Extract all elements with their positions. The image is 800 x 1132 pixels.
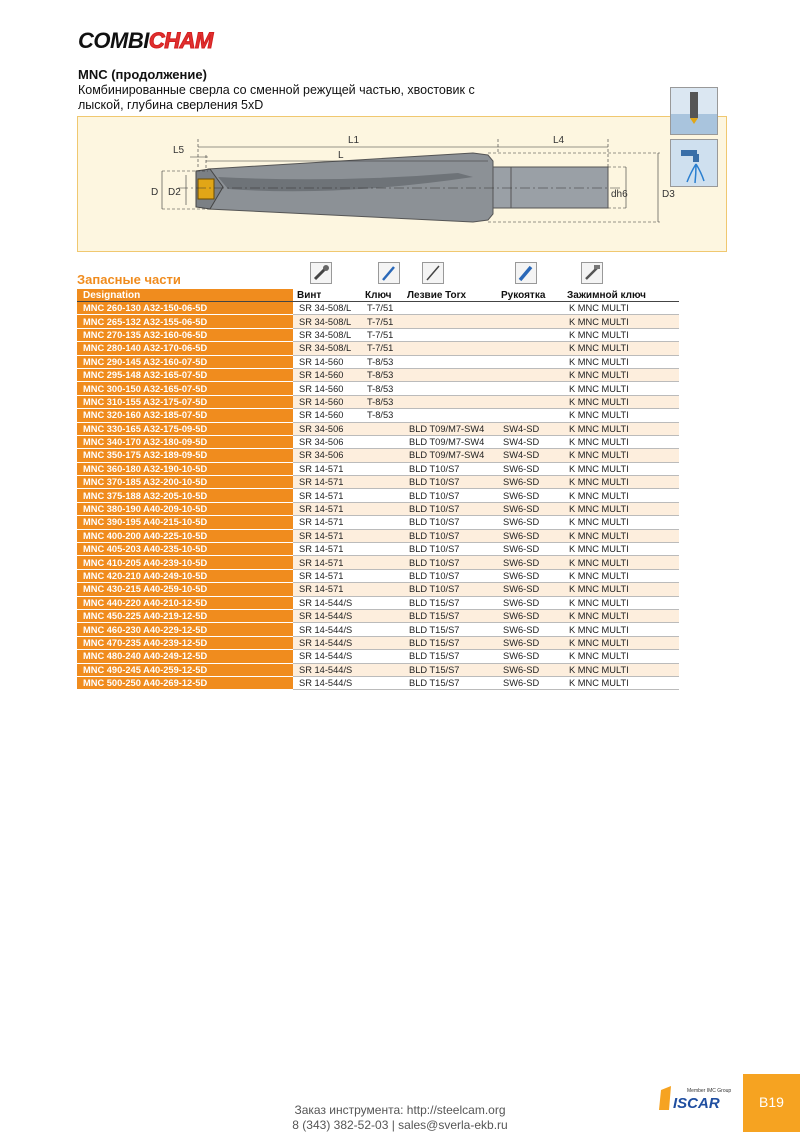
cell-screw: SR 14-560: [293, 409, 361, 422]
cell-torx-blade: BLD T10/S7: [403, 529, 497, 542]
cell-key: [361, 435, 403, 448]
table-row: [77, 355, 679, 368]
coolant-icon: [670, 139, 718, 187]
cell-torx-blade: BLD T15/S7: [403, 636, 497, 649]
cell-clamp-key: K MNC MULTI: [563, 476, 679, 489]
cell-designation: MNC 295-148 A32-165-07-5D: [77, 368, 293, 381]
cell-clamp-key: K MNC MULTI: [563, 368, 679, 381]
cell-key: T-7/51: [361, 342, 403, 355]
cell-key: [361, 623, 403, 636]
cell-torx-blade: [403, 355, 497, 368]
label-l1: L1: [348, 135, 360, 146]
cell-designation: MNC 430-215 A40-259-10-5D: [77, 583, 293, 596]
screw-icon: [310, 262, 332, 284]
cell-clamp-key: K MNC MULTI: [563, 556, 679, 569]
table-row: [77, 676, 679, 689]
table-row: [77, 569, 679, 582]
cell-handle: SW6-SD: [497, 609, 563, 622]
table-row: [77, 476, 679, 489]
cell-clamp-key: K MNC MULTI: [563, 395, 679, 408]
table-row: [77, 462, 679, 475]
cell-handle: SW6-SD: [497, 462, 563, 475]
table-row: [77, 609, 679, 622]
cell-designation: MNC 480-240 A40-249-12-5D: [77, 650, 293, 663]
cell-screw: SR 14-571: [293, 502, 361, 515]
spare-parts-title: Запасные части: [77, 272, 181, 287]
footer-contact-line: 8 (343) 382-52-03 | sales@sverla-ekb.ru: [292, 1118, 508, 1132]
cell-handle: [497, 302, 563, 315]
cell-torx-blade: BLD T10/S7: [403, 516, 497, 529]
cell-key: [361, 529, 403, 542]
cell-clamp-key: K MNC MULTI: [563, 355, 679, 368]
cell-clamp-key: K MNC MULTI: [563, 650, 679, 663]
cell-designation: MNC 380-190 A40-209-10-5D: [77, 502, 293, 515]
iscar-tagline: Member IMC Group: [687, 1088, 732, 1094]
cell-designation: MNC 410-205 A40-239-10-5D: [77, 556, 293, 569]
cell-designation: MNC 340-170 A32-180-09-5D: [77, 435, 293, 448]
cell-torx-blade: BLD T15/S7: [403, 609, 497, 622]
cell-screw: SR 14-560: [293, 395, 361, 408]
table-row: [77, 302, 679, 315]
cell-designation: MNC 265-132 A32-155-06-5D: [77, 315, 293, 328]
cell-torx-blade: BLD T15/S7: [403, 663, 497, 676]
cell-handle: SW6-SD: [497, 583, 563, 596]
col-designation: Designation: [77, 289, 293, 302]
iscar-logo-text: ISCAR: [673, 1095, 720, 1112]
cell-screw: SR 14-544/S: [293, 609, 361, 622]
cell-handle: [497, 382, 563, 395]
cell-handle: [497, 355, 563, 368]
cell-clamp-key: K MNC MULTI: [563, 623, 679, 636]
cell-designation: MNC 405-203 A40-235-10-5D: [77, 543, 293, 556]
cell-key: [361, 516, 403, 529]
table-row: [77, 556, 679, 569]
cell-key: [361, 583, 403, 596]
cell-torx-blade: [403, 302, 497, 315]
cell-torx-blade: BLD T09/M7-SW4: [403, 422, 497, 435]
cell-handle: [497, 315, 563, 328]
cell-torx-blade: [403, 342, 497, 355]
cell-clamp-key: K MNC MULTI: [563, 583, 679, 596]
cell-screw: SR 34-508/L: [293, 315, 361, 328]
cell-screw: SR 14-571: [293, 489, 361, 502]
table-row: [77, 663, 679, 676]
logo-part-combi: COMBI: [78, 28, 149, 53]
cell-handle: [497, 395, 563, 408]
cell-torx-blade: [403, 409, 497, 422]
cell-designation: MNC 450-225 A40-219-12-5D: [77, 609, 293, 622]
cell-clamp-key: K MNC MULTI: [563, 382, 679, 395]
cell-torx-blade: [403, 382, 497, 395]
cell-handle: [497, 368, 563, 381]
table-row: [77, 342, 679, 355]
table-row: [77, 395, 679, 408]
col-clamp-key: Зажимной ключ: [563, 289, 679, 302]
table-row: [77, 368, 679, 381]
cell-designation: MNC 280-140 A32-170-06-5D: [77, 342, 293, 355]
cell-torx-blade: BLD T10/S7: [403, 543, 497, 556]
table-row: [77, 489, 679, 502]
cell-screw: SR 14-544/S: [293, 623, 361, 636]
cell-clamp-key: K MNC MULTI: [563, 342, 679, 355]
cell-key: T-8/53: [361, 395, 403, 408]
cell-torx-blade: BLD T10/S7: [403, 462, 497, 475]
cell-key: [361, 543, 403, 556]
cell-torx-blade: [403, 395, 497, 408]
cell-screw: SR 14-571: [293, 529, 361, 542]
cell-handle: SW6-SD: [497, 636, 563, 649]
label-l: L: [338, 150, 344, 161]
cell-key: [361, 609, 403, 622]
cell-screw: SR 14-560: [293, 355, 361, 368]
cell-key: [361, 502, 403, 515]
table-row: [77, 543, 679, 556]
table-row: [77, 435, 679, 448]
cell-clamp-key: K MNC MULTI: [563, 315, 679, 328]
cell-clamp-key: K MNC MULTI: [563, 435, 679, 448]
cell-torx-blade: [403, 315, 497, 328]
cell-torx-blade: BLD T15/S7: [403, 676, 497, 689]
cell-torx-blade: [403, 368, 497, 381]
cell-handle: [497, 409, 563, 422]
cell-clamp-key: K MNC MULTI: [563, 609, 679, 622]
cell-clamp-key: K MNC MULTI: [563, 302, 679, 315]
table-row: [77, 422, 679, 435]
logo-part-cham: CHAM: [148, 28, 213, 53]
cell-handle: SW6-SD: [497, 529, 563, 542]
cell-screw: SR 14-544/S: [293, 636, 361, 649]
table-row: [77, 516, 679, 529]
cell-handle: SW6-SD: [497, 489, 563, 502]
label-d2: D2: [168, 187, 181, 198]
cell-clamp-key: K MNC MULTI: [563, 676, 679, 689]
cell-clamp-key: K MNC MULTI: [563, 596, 679, 609]
label-dh6: dh6: [611, 189, 628, 200]
cell-handle: SW6-SD: [497, 596, 563, 609]
cell-clamp-key: K MNC MULTI: [563, 569, 679, 582]
page-number: B19: [759, 1094, 784, 1110]
cell-designation: MNC 490-245 A40-259-12-5D: [77, 663, 293, 676]
cell-designation: MNC 300-150 A32-165-07-5D: [77, 382, 293, 395]
cell-designation: MNC 260-130 A32-150-06-5D: [77, 302, 293, 315]
cell-designation: MNC 330-165 A32-175-09-5D: [77, 422, 293, 435]
page-title: MNC (продолжение): [78, 67, 207, 82]
table-row: [77, 382, 679, 395]
cell-key: [361, 569, 403, 582]
drill-drawing: [77, 116, 727, 252]
cell-torx-blade: BLD T10/S7: [403, 569, 497, 582]
cell-handle: SW6-SD: [497, 663, 563, 676]
cell-clamp-key: K MNC MULTI: [563, 489, 679, 502]
cell-key: [361, 462, 403, 475]
cell-designation: MNC 290-145 A32-160-07-5D: [77, 355, 293, 368]
cell-clamp-key: K MNC MULTI: [563, 663, 679, 676]
cell-screw: SR 34-506: [293, 449, 361, 462]
cell-screw: SR 34-506: [293, 422, 361, 435]
cell-handle: SW6-SD: [497, 502, 563, 515]
cell-handle: SW6-SD: [497, 516, 563, 529]
cell-key: T-8/53: [361, 355, 403, 368]
table-row: [77, 449, 679, 462]
cell-screw: SR 14-571: [293, 583, 361, 596]
cell-clamp-key: K MNC MULTI: [563, 462, 679, 475]
table-row: [77, 636, 679, 649]
col-handle: Рукоятка: [497, 289, 563, 302]
table-row: [77, 583, 679, 596]
cell-designation: MNC 375-188 A32-205-10-5D: [77, 489, 293, 502]
table-row: [77, 650, 679, 663]
cell-handle: SW4-SD: [497, 435, 563, 448]
col-screw: Винт: [293, 289, 361, 302]
cell-screw: SR 34-508/L: [293, 342, 361, 355]
cell-handle: SW6-SD: [497, 650, 563, 663]
cell-key: T-7/51: [361, 328, 403, 341]
drilling-operation-icon: [670, 87, 718, 135]
cell-handle: [497, 342, 563, 355]
drill-drawing-svg: [78, 117, 726, 251]
cell-screw: SR 14-571: [293, 476, 361, 489]
combicham-logo: [78, 28, 213, 54]
cell-torx-blade: BLD T10/S7: [403, 556, 497, 569]
cell-designation: MNC 390-195 A40-215-10-5D: [77, 516, 293, 529]
cell-key: [361, 636, 403, 649]
cell-handle: SW4-SD: [497, 449, 563, 462]
cell-handle: SW6-SD: [497, 676, 563, 689]
cell-screw: SR 34-508/L: [293, 328, 361, 341]
cell-key: T-8/53: [361, 368, 403, 381]
table-row: [77, 529, 679, 542]
cell-clamp-key: K MNC MULTI: [563, 328, 679, 341]
cell-key: [361, 449, 403, 462]
cell-key: [361, 556, 403, 569]
drill-insert: [198, 179, 214, 199]
cell-torx-blade: BLD T15/S7: [403, 650, 497, 663]
cell-screw: SR 14-571: [293, 556, 361, 569]
cell-screw: SR 14-560: [293, 382, 361, 395]
label-l4: L4: [553, 135, 565, 146]
cell-torx-blade: BLD T15/S7: [403, 596, 497, 609]
cell-designation: MNC 420-210 A40-249-10-5D: [77, 569, 293, 582]
cell-designation: MNC 460-230 A40-229-12-5D: [77, 623, 293, 636]
table-row: [77, 623, 679, 636]
table-row: [77, 502, 679, 515]
cell-torx-blade: BLD T10/S7: [403, 476, 497, 489]
cell-screw: SR 14-544/S: [293, 650, 361, 663]
col-torx-blade: Лезвие Torx: [403, 289, 497, 302]
torx-blade-icon: [422, 262, 444, 284]
cell-key: T-8/53: [361, 409, 403, 422]
cell-torx-blade: BLD T09/M7-SW4: [403, 449, 497, 462]
cell-screw: SR 34-508/L: [293, 302, 361, 315]
cell-screw: SR 34-506: [293, 435, 361, 448]
cell-torx-blade: BLD T10/S7: [403, 489, 497, 502]
cell-designation: MNC 440-220 A40-210-12-5D: [77, 596, 293, 609]
cell-key: [361, 650, 403, 663]
cell-torx-blade: BLD T15/S7: [403, 623, 497, 636]
page-number-badge: [743, 1074, 800, 1132]
cell-key: [361, 476, 403, 489]
cell-handle: [497, 328, 563, 341]
cell-designation: MNC 350-175 A32-189-09-5D: [77, 449, 293, 462]
cell-designation: MNC 310-155 A32-175-07-5D: [77, 395, 293, 408]
cell-key: T-7/51: [361, 302, 403, 315]
cell-designation: MNC 400-200 A40-225-10-5D: [77, 529, 293, 542]
cell-key: T-7/51: [361, 315, 403, 328]
cell-torx-blade: BLD T10/S7: [403, 583, 497, 596]
clamp-key-icon: [581, 262, 603, 284]
col-key: Ключ: [361, 289, 403, 302]
table-row: [77, 409, 679, 422]
table-row: [77, 328, 679, 341]
cell-key: [361, 422, 403, 435]
cell-handle: SW6-SD: [497, 556, 563, 569]
cell-designation: MNC 470-235 A40-239-12-5D: [77, 636, 293, 649]
cell-handle: SW6-SD: [497, 569, 563, 582]
cell-key: [361, 489, 403, 502]
cell-screw: SR 14-544/S: [293, 676, 361, 689]
cell-screw: SR 14-571: [293, 543, 361, 556]
cell-clamp-key: K MNC MULTI: [563, 636, 679, 649]
iscar-logo: [657, 1084, 737, 1114]
cell-torx-blade: [403, 328, 497, 341]
cell-key: [361, 663, 403, 676]
cell-screw: SR 14-544/S: [293, 663, 361, 676]
cell-clamp-key: K MNC MULTI: [563, 543, 679, 556]
cell-screw: SR 14-560: [293, 368, 361, 381]
cell-clamp-key: K MNC MULTI: [563, 422, 679, 435]
handle-icon: [515, 262, 537, 284]
spare-parts-body: [77, 302, 679, 690]
cell-clamp-key: K MNC MULTI: [563, 449, 679, 462]
label-d3: D3: [662, 189, 675, 200]
cell-clamp-key: K MNC MULTI: [563, 516, 679, 529]
spare-parts-table: [77, 289, 679, 690]
key-icon: [378, 262, 400, 284]
cell-key: [361, 596, 403, 609]
cell-designation: MNC 360-180 A32-190-10-5D: [77, 462, 293, 475]
table-row: [77, 596, 679, 609]
cell-clamp-key: K MNC MULTI: [563, 502, 679, 515]
cell-handle: SW6-SD: [497, 543, 563, 556]
cell-torx-blade: BLD T10/S7: [403, 502, 497, 515]
table-header-row: [77, 289, 679, 302]
cell-designation: MNC 320-160 A32-185-07-5D: [77, 409, 293, 422]
label-l5: L5: [173, 145, 185, 156]
footer-order-line: Заказ инструмента: http://steelcam.org: [294, 1103, 506, 1117]
cell-handle: SW6-SD: [497, 476, 563, 489]
cell-key: T-8/53: [361, 382, 403, 395]
cell-screw: SR 14-544/S: [293, 596, 361, 609]
table-row: [77, 315, 679, 328]
page-subtitle: Комбинированные сверла со сменной режущей частью, хвостовик с лыской, глубина сверления 5xD: [78, 83, 475, 112]
cell-clamp-key: K MNC MULTI: [563, 409, 679, 422]
cell-handle: SW4-SD: [497, 422, 563, 435]
cell-handle: SW6-SD: [497, 623, 563, 636]
drill-shank: [493, 167, 608, 208]
cell-screw: SR 14-571: [293, 462, 361, 475]
cell-clamp-key: K MNC MULTI: [563, 529, 679, 542]
cell-designation: MNC 270-135 A32-160-06-5D: [77, 328, 293, 341]
cell-torx-blade: BLD T09/M7-SW4: [403, 435, 497, 448]
cell-designation: MNC 370-185 A32-200-10-5D: [77, 476, 293, 489]
cell-designation: MNC 500-250 A40-269-12-5D: [77, 676, 293, 689]
cell-screw: SR 14-571: [293, 569, 361, 582]
cell-key: [361, 676, 403, 689]
cell-screw: SR 14-571: [293, 516, 361, 529]
label-d: D: [151, 187, 159, 198]
